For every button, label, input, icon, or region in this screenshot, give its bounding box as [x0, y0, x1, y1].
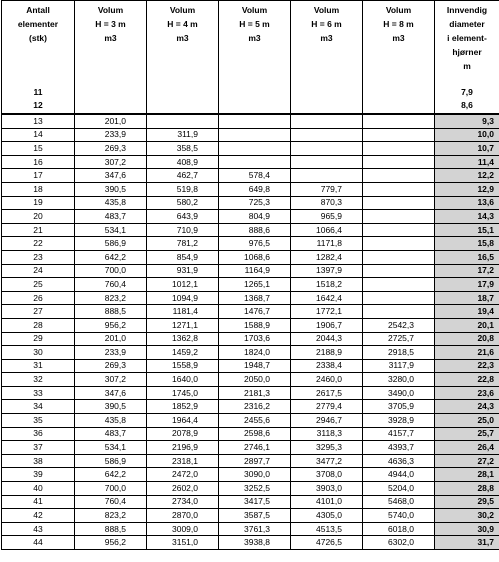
- header-count-line: (stk): [29, 33, 47, 43]
- table-row: [2, 250, 499, 264]
- volume-cell: 1068,6: [219, 250, 291, 264]
- volume-cell: 483,7: [75, 427, 147, 441]
- volume-cell: 700,0: [75, 264, 147, 278]
- volume-cell: 3118,3: [291, 427, 363, 441]
- table-row: [2, 114, 499, 128]
- element-count-cell: 37: [2, 441, 75, 455]
- volume-cell: [363, 182, 435, 196]
- volume-cell: 1181,4: [147, 305, 219, 319]
- volume-cell: [219, 155, 291, 169]
- volume-cell: 4157,7: [363, 427, 435, 441]
- volume-cell: [363, 264, 435, 278]
- diameter-cell: 15,8: [435, 237, 499, 251]
- diameter-cell: 11,4: [435, 155, 499, 169]
- table-row: [2, 223, 499, 237]
- element-count-cell: 22: [2, 237, 75, 251]
- volume-cell: 1476,7: [219, 305, 291, 319]
- volume-cell: [363, 128, 435, 142]
- table-row: [2, 210, 499, 224]
- volume-cell: [363, 223, 435, 237]
- volume-cell: 1703,6: [219, 332, 291, 346]
- volume-cell: 2455,6: [219, 414, 291, 428]
- diameter-cell: 10,0: [435, 128, 499, 142]
- volume-cell: 1588,9: [219, 318, 291, 332]
- header-line: m3: [392, 33, 405, 43]
- volume-cell: 1642,4: [291, 291, 363, 305]
- volume-cell: 2897,7: [219, 454, 291, 468]
- header-line: Volum: [169, 5, 196, 15]
- header-volume-h8: [363, 1, 435, 115]
- element-count-cell: 18: [2, 182, 75, 196]
- volume-cell: 2181,3: [219, 386, 291, 400]
- volume-cell: 976,5: [219, 237, 291, 251]
- volume-cell: 3151,0: [147, 536, 219, 550]
- volume-cell: 2188,9: [291, 346, 363, 360]
- volume-cell: 534,1: [75, 223, 147, 237]
- table-row: [2, 278, 499, 292]
- header-extra-diameter: 8,6: [461, 100, 473, 110]
- element-count-cell: 31: [2, 359, 75, 373]
- table-row: [2, 264, 499, 278]
- volume-cell: 307,2: [75, 155, 147, 169]
- volume-cell: 888,5: [75, 522, 147, 536]
- volume-cell: [291, 142, 363, 156]
- volume-cell: 760,4: [75, 278, 147, 292]
- volume-cell: 4726,5: [291, 536, 363, 550]
- volume-cell: 1368,7: [219, 291, 291, 305]
- volume-cell: 269,3: [75, 142, 147, 156]
- diameter-cell: 20,1: [435, 318, 499, 332]
- volume-cell: [363, 169, 435, 183]
- volume-cell: 1459,2: [147, 346, 219, 360]
- volume-cell: 956,2: [75, 536, 147, 550]
- diameter-cell: 25,0: [435, 414, 499, 428]
- table-row: [2, 373, 499, 387]
- volume-cell: 2472,0: [147, 468, 219, 482]
- volume-cell: 435,8: [75, 196, 147, 210]
- element-count-cell: 21: [2, 223, 75, 237]
- element-count-cell: 35: [2, 414, 75, 428]
- volume-cell: 3117,9: [363, 359, 435, 373]
- table-row: [2, 468, 499, 482]
- volume-cell: 347,6: [75, 386, 147, 400]
- element-count-cell: 43: [2, 522, 75, 536]
- element-count-cell: 38: [2, 454, 75, 468]
- volume-cell: [363, 196, 435, 210]
- volume-cell: 358,5: [147, 142, 219, 156]
- volume-cell: 1012,1: [147, 278, 219, 292]
- volume-cell: 1518,2: [291, 278, 363, 292]
- header-volume-h6: [291, 1, 363, 115]
- diameter-cell: 29,5: [435, 495, 499, 509]
- volume-cell: 1558,9: [147, 359, 219, 373]
- volume-cell: 1164,9: [219, 264, 291, 278]
- table-row: [2, 305, 499, 319]
- table-row: [2, 509, 499, 523]
- header-count-line: elementer: [17, 19, 59, 29]
- volume-cell: 2870,0: [147, 509, 219, 523]
- volume-cell: 4101,0: [291, 495, 363, 509]
- volume-cell: [363, 114, 435, 128]
- volume-cell: 2602,0: [147, 482, 219, 496]
- volume-cell: 956,2: [75, 318, 147, 332]
- diameter-cell: 9,3: [435, 114, 499, 128]
- table-row: [2, 536, 499, 550]
- volume-cell: 347,6: [75, 169, 147, 183]
- volume-cell: 2734,0: [147, 495, 219, 509]
- header-line: Volum: [313, 5, 340, 15]
- diameter-cell: 26,4: [435, 441, 499, 455]
- header-volume-h4: [147, 1, 219, 115]
- volume-cell: 1852,9: [147, 400, 219, 414]
- table-row: [2, 522, 499, 536]
- table-row: [2, 291, 499, 305]
- volume-cell: [363, 142, 435, 156]
- volume-cell: 586,9: [75, 237, 147, 251]
- volume-cell: 3009,0: [147, 522, 219, 536]
- volume-cell: 6018,0: [363, 522, 435, 536]
- volume-cell: 804,9: [219, 210, 291, 224]
- volume-cell: [219, 114, 291, 128]
- diameter-cell: 30,2: [435, 509, 499, 523]
- volume-cell: 4636,3: [363, 454, 435, 468]
- volume-cell: 1964,4: [147, 414, 219, 428]
- volume-cell: 649,8: [219, 182, 291, 196]
- volume-cell: [291, 128, 363, 142]
- volume-cell: 1906,7: [291, 318, 363, 332]
- diameter-cell: 15,1: [435, 223, 499, 237]
- table-row: [2, 155, 499, 169]
- table-row: [2, 182, 499, 196]
- volume-cell: 1066,4: [291, 223, 363, 237]
- diameter-cell: 31,7: [435, 536, 499, 550]
- header-line: m3: [176, 33, 189, 43]
- volume-cell: [363, 237, 435, 251]
- volume-cell: 4393,7: [363, 441, 435, 455]
- volume-cell: 3417,5: [219, 495, 291, 509]
- header-volume-h5: [219, 1, 291, 115]
- volume-cell: 931,9: [147, 264, 219, 278]
- volume-cell: [363, 250, 435, 264]
- volume-cell: [363, 210, 435, 224]
- volume-cell: 586,9: [75, 454, 147, 468]
- volume-cell: [363, 278, 435, 292]
- volume-cell: 3705,9: [363, 400, 435, 414]
- volume-cell: 823,2: [75, 509, 147, 523]
- volume-cell: 4944,0: [363, 468, 435, 482]
- volume-cell: 3295,3: [291, 441, 363, 455]
- element-count-cell: 23: [2, 250, 75, 264]
- diameter-cell: 28,8: [435, 482, 499, 496]
- volume-cell: 435,8: [75, 414, 147, 428]
- volume-cell: 3708,0: [291, 468, 363, 482]
- volume-cell: 1282,4: [291, 250, 363, 264]
- volume-cell: 1265,1: [219, 278, 291, 292]
- volume-cell: 2318,1: [147, 454, 219, 468]
- volume-cell: 725,3: [219, 196, 291, 210]
- volume-cell: 1362,8: [147, 332, 219, 346]
- volume-cell: 1745,0: [147, 386, 219, 400]
- volume-cell: 3252,5: [219, 482, 291, 496]
- volume-cell: 534,1: [75, 441, 147, 455]
- volume-cell: 390,5: [75, 182, 147, 196]
- volume-cell: 760,4: [75, 495, 147, 509]
- element-count-cell: 33: [2, 386, 75, 400]
- element-count-cell: 29: [2, 332, 75, 346]
- element-count-cell: 30: [2, 346, 75, 360]
- volume-cell: 700,0: [75, 482, 147, 496]
- volume-cell: 269,3: [75, 359, 147, 373]
- table-row: [2, 237, 499, 251]
- diameter-cell: 17,2: [435, 264, 499, 278]
- table-row: [2, 495, 499, 509]
- header-line: Volum: [385, 5, 412, 15]
- table-row: [2, 169, 499, 183]
- volume-cell: 643,9: [147, 210, 219, 224]
- diameter-cell: 28,1: [435, 468, 499, 482]
- volume-cell: 888,5: [75, 305, 147, 319]
- header-line: H = 6 m: [311, 19, 342, 29]
- volume-cell: [291, 169, 363, 183]
- header-line: Volum: [97, 5, 124, 15]
- element-count-cell: 13: [2, 114, 75, 128]
- table-row: [2, 386, 499, 400]
- volume-cell: 1171,8: [291, 237, 363, 251]
- volume-cell: 2196,9: [147, 441, 219, 455]
- element-count-cell: 44: [2, 536, 75, 550]
- volume-cell: 1824,0: [219, 346, 291, 360]
- header-line: m: [463, 61, 471, 71]
- volume-cell: 3280,0: [363, 373, 435, 387]
- table-row: [2, 128, 499, 142]
- volume-cell: 201,0: [75, 114, 147, 128]
- volume-cell: 3090,0: [219, 468, 291, 482]
- element-count-cell: 40: [2, 482, 75, 496]
- volume-cell: 2542,3: [363, 318, 435, 332]
- table-row: [2, 414, 499, 428]
- header-line: m3: [320, 33, 333, 43]
- volume-cell: 3938,8: [219, 536, 291, 550]
- volume-cell: 642,2: [75, 468, 147, 482]
- volume-cell: 1271,1: [147, 318, 219, 332]
- volume-cell: 483,7: [75, 210, 147, 224]
- element-count-cell: 16: [2, 155, 75, 169]
- volume-cell: 307,2: [75, 373, 147, 387]
- header-line: m3: [104, 33, 117, 43]
- element-count-cell: 15: [2, 142, 75, 156]
- volume-cell: 888,6: [219, 223, 291, 237]
- volume-cell: 870,3: [291, 196, 363, 210]
- volume-cell: 1397,9: [291, 264, 363, 278]
- volume-cell: 3490,0: [363, 386, 435, 400]
- header-row: [2, 1, 499, 115]
- diameter-cell: 19,4: [435, 305, 499, 319]
- volume-cell: 2617,5: [291, 386, 363, 400]
- volume-cell: 781,2: [147, 237, 219, 251]
- volume-cell: [363, 291, 435, 305]
- volume-cell: 2779,4: [291, 400, 363, 414]
- element-count-cell: 14: [2, 128, 75, 142]
- volume-cell: 408,9: [147, 155, 219, 169]
- diameter-cell: 22,3: [435, 359, 499, 373]
- element-count-cell: 19: [2, 196, 75, 210]
- volume-cell: [219, 142, 291, 156]
- table-row: [2, 482, 499, 496]
- volume-cell: 823,2: [75, 291, 147, 305]
- header-diameter: [435, 1, 499, 115]
- header-line: i element-: [447, 33, 487, 43]
- element-count-cell: 39: [2, 468, 75, 482]
- header-extra-diameter: 7,9: [461, 87, 473, 97]
- diameter-cell: 24,3: [435, 400, 499, 414]
- element-count-cell: 26: [2, 291, 75, 305]
- header-extra-count: 12: [33, 100, 43, 110]
- volume-cell: 710,9: [147, 223, 219, 237]
- element-count-cell: 36: [2, 427, 75, 441]
- volume-cell: 779,7: [291, 182, 363, 196]
- volume-cell: 2050,0: [219, 373, 291, 387]
- diameter-cell: 17,9: [435, 278, 499, 292]
- volume-cell: 2044,3: [291, 332, 363, 346]
- volume-cell: 642,2: [75, 250, 147, 264]
- element-count-cell: 27: [2, 305, 75, 319]
- header-line: H = 8 m: [383, 19, 414, 29]
- element-count-cell: 42: [2, 509, 75, 523]
- volume-cell: 519,8: [147, 182, 219, 196]
- diameter-cell: 27,2: [435, 454, 499, 468]
- element-count-cell: 17: [2, 169, 75, 183]
- table-row: [2, 441, 499, 455]
- volume-cell: 2918,5: [363, 346, 435, 360]
- header-count-line: Antall: [26, 5, 50, 15]
- volume-cell: [363, 155, 435, 169]
- header-line: H = 5 m: [239, 19, 270, 29]
- diameter-cell: 30,9: [435, 522, 499, 536]
- diameter-cell: 20,8: [435, 332, 499, 346]
- volume-cell: 2946,7: [291, 414, 363, 428]
- header-line: Innvendig: [446, 5, 488, 15]
- header-line: Volum: [241, 5, 268, 15]
- element-count-cell: 20: [2, 210, 75, 224]
- table-row: [2, 454, 499, 468]
- element-count-cell: 28: [2, 318, 75, 332]
- volume-cell: 2316,2: [219, 400, 291, 414]
- diameter-cell: 13,6: [435, 196, 499, 210]
- volume-cell: 5740,0: [363, 509, 435, 523]
- table-row: [2, 196, 499, 210]
- table-row: [2, 427, 499, 441]
- volume-cell: 311,9: [147, 128, 219, 142]
- volume-cell: 2746,1: [219, 441, 291, 455]
- volume-cell: 3477,2: [291, 454, 363, 468]
- header-line: diameter: [449, 19, 485, 29]
- volume-cell: [291, 155, 363, 169]
- volume-cell: 6302,0: [363, 536, 435, 550]
- header-line: hjørner: [452, 47, 482, 57]
- element-count-cell: 32: [2, 373, 75, 387]
- volume-cell: [291, 114, 363, 128]
- table-row: [2, 346, 499, 360]
- volume-cell: 2078,9: [147, 427, 219, 441]
- header-line: m3: [248, 33, 261, 43]
- volume-cell: 390,5: [75, 400, 147, 414]
- element-count-cell: 25: [2, 278, 75, 292]
- volume-cell: 1640,0: [147, 373, 219, 387]
- volume-table-container: [1, 0, 499, 550]
- volume-cell: 854,9: [147, 250, 219, 264]
- volume-cell: 2725,7: [363, 332, 435, 346]
- header-count: [2, 1, 75, 115]
- volume-cell: 578,4: [219, 169, 291, 183]
- diameter-cell: 25,7: [435, 427, 499, 441]
- volume-cell: [363, 305, 435, 319]
- table-row: [2, 400, 499, 414]
- diameter-cell: 16,5: [435, 250, 499, 264]
- volume-cell: 2598,6: [219, 427, 291, 441]
- volume-cell: 1094,9: [147, 291, 219, 305]
- volume-cell: 4305,0: [291, 509, 363, 523]
- volume-cell: 3928,9: [363, 414, 435, 428]
- volume-cell: 1948,7: [219, 359, 291, 373]
- diameter-cell: 22,8: [435, 373, 499, 387]
- volume-cell: 233,9: [75, 128, 147, 142]
- header-volume-h3: [75, 1, 147, 115]
- diameter-cell: 23,6: [435, 386, 499, 400]
- header-line: H = 4 m: [167, 19, 198, 29]
- volume-cell: 2338,4: [291, 359, 363, 373]
- volume-cell: 5468,0: [363, 495, 435, 509]
- element-count-cell: 41: [2, 495, 75, 509]
- volume-cell: 233,9: [75, 346, 147, 360]
- volume-cell: 3761,3: [219, 522, 291, 536]
- volume-cell: 3587,5: [219, 509, 291, 523]
- diameter-cell: 12,9: [435, 182, 499, 196]
- volume-cell: 462,7: [147, 169, 219, 183]
- table-body: [2, 114, 499, 550]
- volume-cell: [147, 114, 219, 128]
- volume-cell: 4513,5: [291, 522, 363, 536]
- volume-table: [1, 0, 499, 550]
- diameter-cell: 14,3: [435, 210, 499, 224]
- volume-cell: 201,0: [75, 332, 147, 346]
- volume-cell: 3903,0: [291, 482, 363, 496]
- volume-cell: 965,9: [291, 210, 363, 224]
- diameter-cell: 18,7: [435, 291, 499, 305]
- table-row: [2, 359, 499, 373]
- element-count-cell: 24: [2, 264, 75, 278]
- volume-cell: 580,2: [147, 196, 219, 210]
- header-extra-count: 11: [33, 87, 43, 97]
- table-row: [2, 332, 499, 346]
- volume-cell: 5204,0: [363, 482, 435, 496]
- table-row: [2, 318, 499, 332]
- diameter-cell: 12,2: [435, 169, 499, 183]
- table-row: [2, 142, 499, 156]
- header-line: H = 3 m: [95, 19, 126, 29]
- diameter-cell: 10,7: [435, 142, 499, 156]
- element-count-cell: 34: [2, 400, 75, 414]
- diameter-cell: 21,6: [435, 346, 499, 360]
- volume-cell: 2460,0: [291, 373, 363, 387]
- volume-cell: [219, 128, 291, 142]
- volume-cell: 1772,1: [291, 305, 363, 319]
